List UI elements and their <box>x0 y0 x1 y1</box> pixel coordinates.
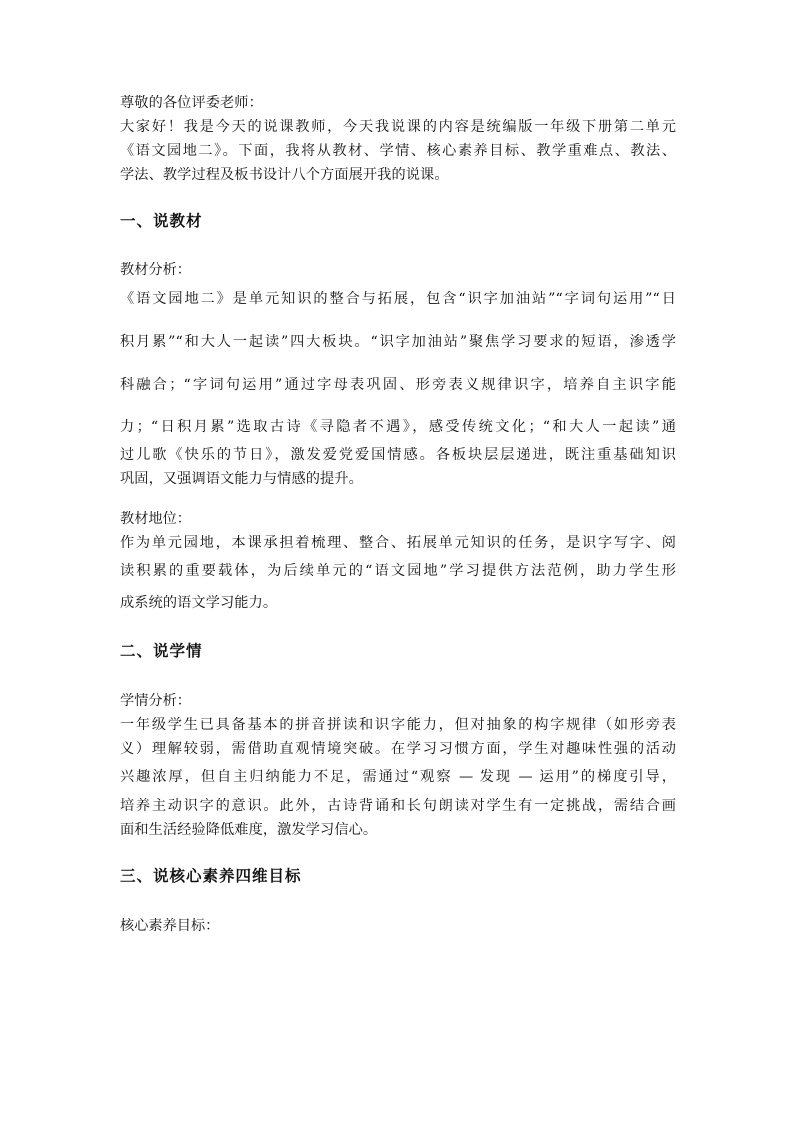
textbook-position-title: 教材地位： <box>120 511 191 527</box>
textbook-analysis-line: 力；“日积月累”选取古诗《寻隐者不遇》，感受传统文化；“和大人一起读”通 <box>120 419 676 435</box>
textbook-analysis-line: 《语文园地二》是单元知识的整合与拓展，包含“识字加油站”“字词句运用”“日 <box>120 291 676 307</box>
learner-analysis-line: 兴趣浓厚，但自主归纳能力不足，需通过“观察 — 发现 — 运用”的梯度引导， <box>120 769 676 785</box>
learner-analysis-line: 一年级学生已具备基本的拼音拼读和识字能力，但对抽象的构字规律（如形旁表 <box>120 717 676 733</box>
textbook-analysis-line: 过儿歌《快乐的节日》，激发爱党爱国情感。各板块层层递进，既注重基础知识 <box>120 447 676 463</box>
section-heading-textbook: 一、说教材 <box>120 212 203 230</box>
textbook-analysis-line: 科融合；“字词句运用”通过字母表巩固、形旁表义规律识字，培养自主识字能 <box>120 377 676 393</box>
learner-analysis-line: 义）理解较弱，需借助直观情境突破。在学习习惯方面，学生对趣味性强的活动 <box>120 741 676 757</box>
textbook-position-line: 作为单元园地，本课承担着梳理、整合、拓展单元知识的任务，是识字写字、阅 <box>120 535 676 551</box>
textbook-position-line: 读积累的重要载体，为后续单元的“语文园地”学习提供方法范例，助力学生形 <box>120 563 676 579</box>
greeting: 尊敬的各位评委老师： <box>120 95 263 111</box>
textbook-analysis-line: 积月累”“和大人一起读”四大板块。“识字加油站”聚焦学习要求的短语，渗透学 <box>120 334 676 350</box>
textbook-analysis-line: 巩固，又强调语文能力与情感的提升。 <box>120 471 363 487</box>
learner-analysis-title: 学情分析： <box>120 693 191 709</box>
textbook-position-line: 成系统的语文学习能力。 <box>120 595 278 611</box>
learner-analysis-line: 面和生活经验降低难度，激发学习信心。 <box>120 822 378 838</box>
core-goals-title: 核心素养目标： <box>120 918 220 934</box>
textbook-analysis-title: 教材分析： <box>120 262 191 278</box>
intro-line: 大家好！我是今天的说课教师，今天我说课的内容是统编版一年级下册第二单元 <box>120 119 676 135</box>
intro-line: 《语文园地二》。下面，我将从教材、学情、核心素养目标、教学重难点、教法、 <box>120 143 676 159</box>
intro-line: 学法、教学过程及板书设计八个方面展开我的说课。 <box>120 167 449 183</box>
section-heading-goals: 三、说核心素养四维目标 <box>120 867 302 885</box>
section-heading-learners: 二、说学情 <box>120 642 203 660</box>
learner-analysis-line: 培养主动识字的意识。此外，古诗背诵和长句朗读对学生有一定挑战，需结合画 <box>120 798 676 814</box>
